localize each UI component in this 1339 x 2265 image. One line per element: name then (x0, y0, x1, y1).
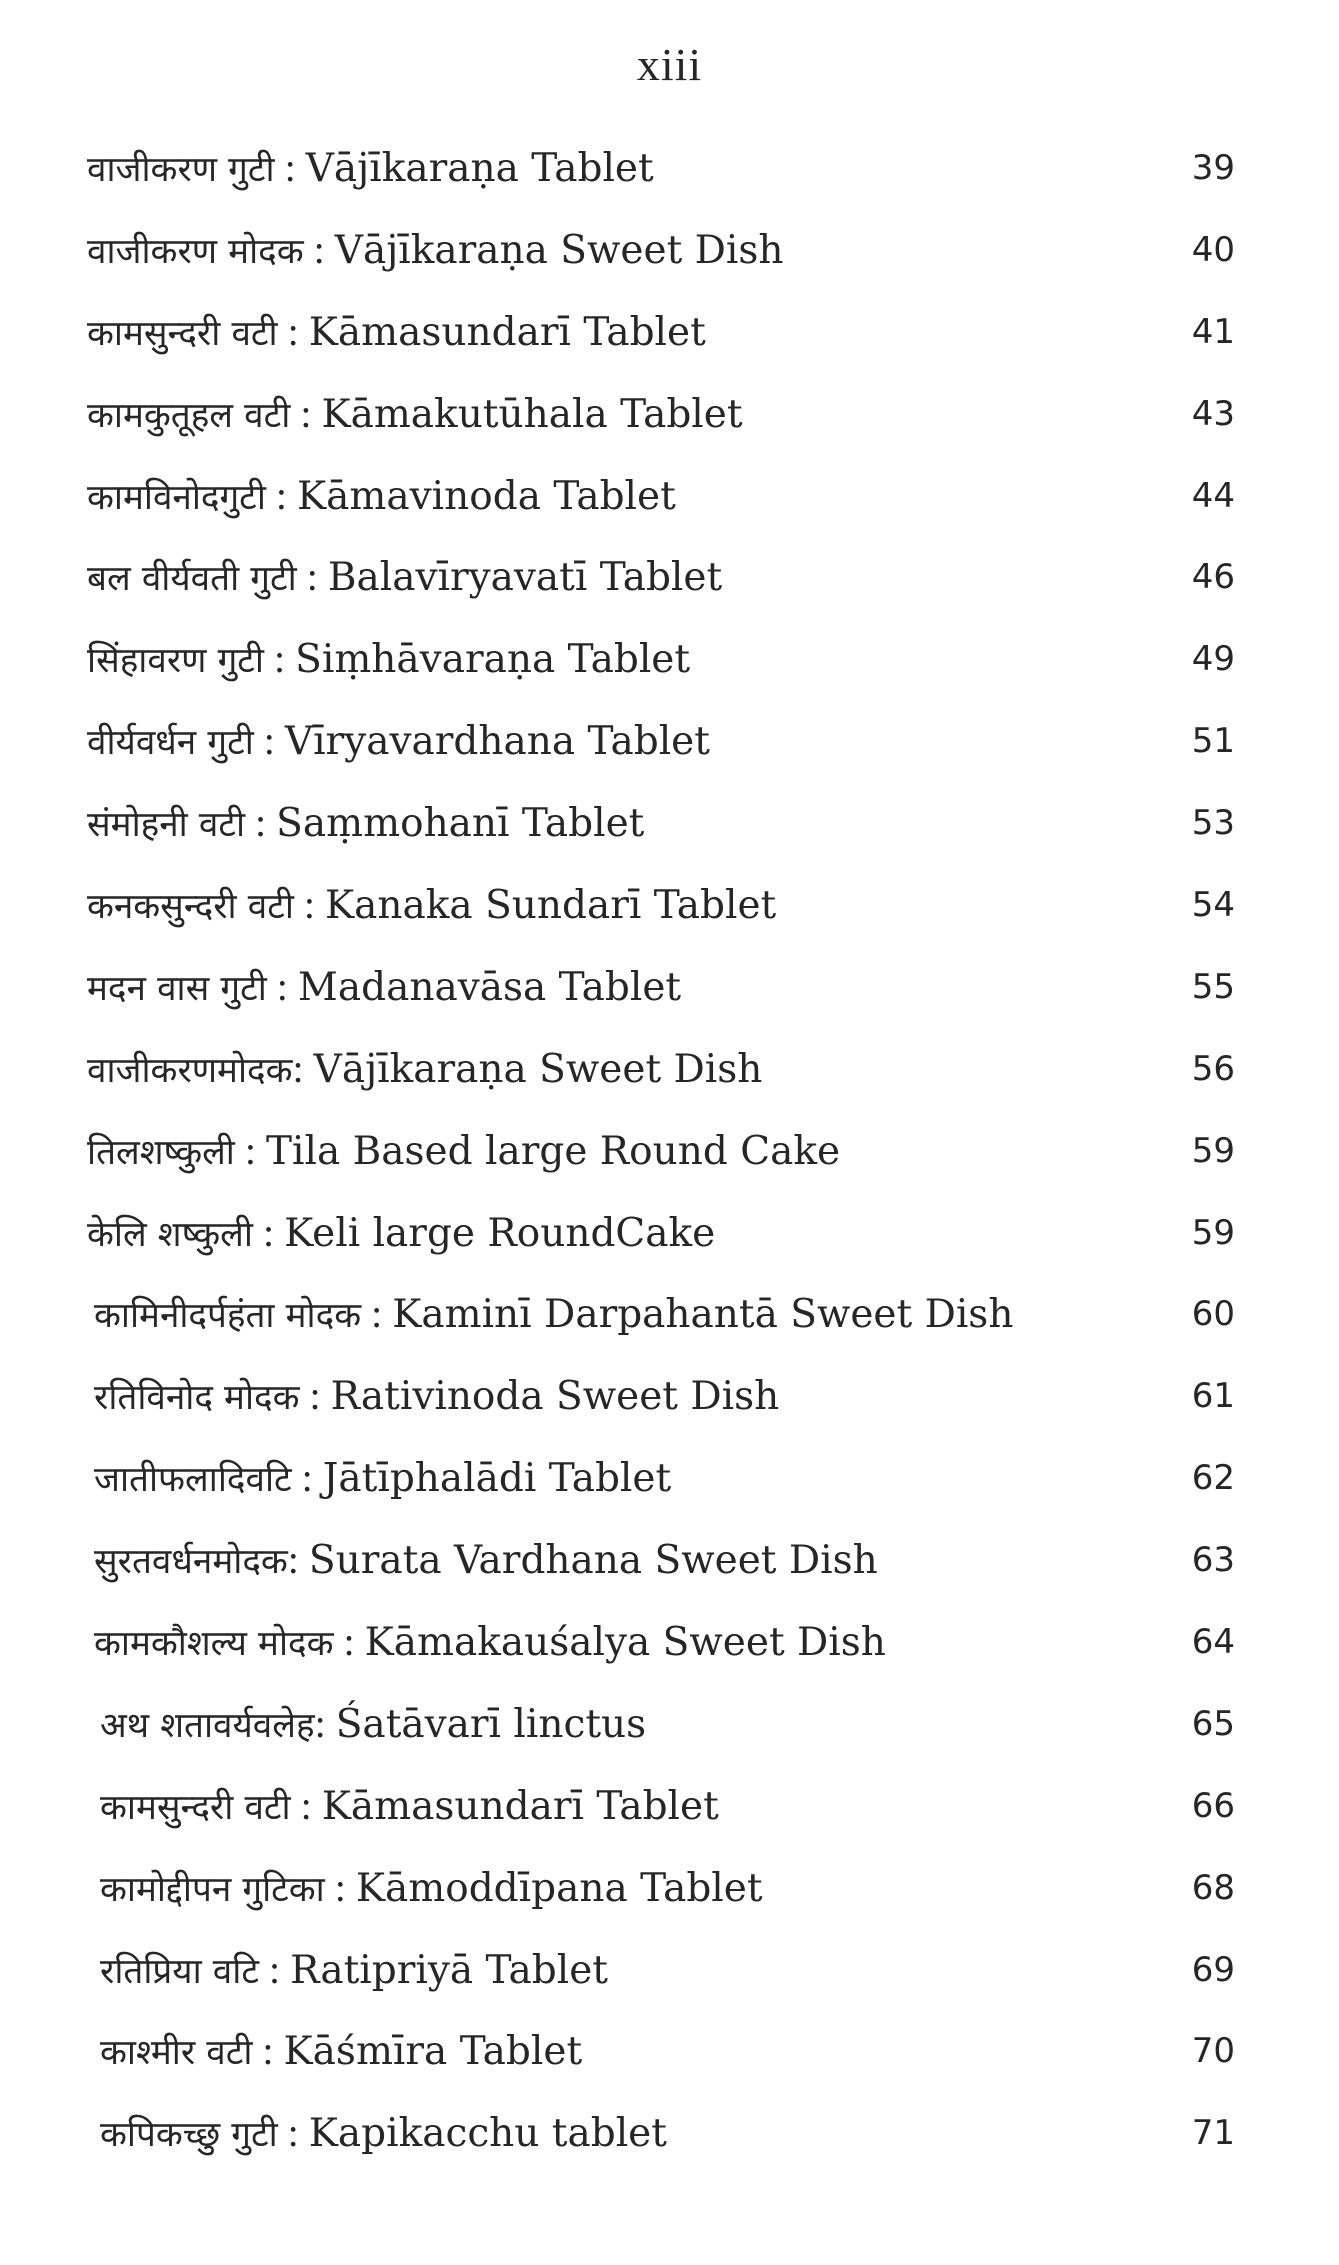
toc-entry (0, 1041, 1339, 1123)
toc-entry-page-number: 65 (1191, 1703, 1235, 1744)
toc-entry-page-number: 64 (1191, 1622, 1235, 1663)
toc-entry (0, 877, 1339, 959)
toc-entry-english-title: Śatāvarī linctus (335, 1701, 647, 1747)
toc-entry-hindi-title: जातीफलादिवटि (94, 1460, 292, 1501)
toc-entry-title (87, 386, 743, 444)
toc-entry-page-number: 60 (1191, 1294, 1235, 1335)
toc-entry-page-number: 53 (1191, 803, 1235, 844)
toc-entry-hindi-title: कामकुतूहल वटी (87, 395, 291, 436)
toc-entry-separator: : (252, 1209, 285, 1255)
toc-entry (0, 304, 1339, 386)
toc-entry-title (94, 1286, 1013, 1344)
toc-entry-title (94, 1614, 886, 1672)
toc-entry (0, 1778, 1339, 1860)
toc-entry-english-title: Vājīkaraṇa Sweet Dish (313, 1046, 763, 1092)
toc-entry-separator: : (277, 2110, 309, 2156)
page-number: xiii (636, 39, 703, 90)
toc-entry-english-title: Kāśmīra Tablet (283, 2029, 583, 2075)
toc-entry-hindi-title: रतिविनोद मोदक (94, 1378, 300, 1419)
toc-entry (0, 468, 1339, 550)
toc-entry-title (94, 1368, 779, 1426)
toc-entry-separator: : (265, 472, 298, 518)
toc-entry (0, 713, 1339, 795)
toc-entry-page-number: 39 (1191, 148, 1235, 188)
toc-entry-english-title: Ratipriyā Tablet (290, 1947, 608, 1993)
toc-entry (0, 549, 1339, 631)
toc-entry-english-title: Kāmakutūhala Tablet (321, 391, 743, 437)
toc-entry (0, 1286, 1339, 1368)
toc-entry-hindi-title: कनकसुन्दरी वटी (87, 887, 294, 928)
toc-entry-separator: : (299, 1373, 331, 1419)
toc-entry-title (94, 1450, 671, 1508)
toc-entry-separator: : (314, 1700, 336, 1746)
toc-entry-page-number: 59 (1191, 1212, 1235, 1253)
toc-entry-page-number: 49 (1191, 639, 1235, 680)
toc-entry (0, 1696, 1339, 1778)
toc-entry-separator: : (324, 1864, 356, 1910)
toc-entry-separator: : (293, 882, 326, 928)
toc-entry (0, 140, 1339, 222)
toc-entry-english-title: Madanavāsa Tablet (297, 964, 682, 1010)
toc-entry-english-title: Saṃmohanī Tablet (276, 801, 645, 847)
toc-entry-separator: : (266, 963, 298, 1009)
toc-entry-hindi-title: कामोद्दीपन गुटिका (100, 1869, 325, 1910)
toc-entry-hindi-title: वाजीकरण मोदक (87, 231, 304, 272)
toc-entry-separator: : (253, 718, 285, 764)
toc-entry-title (87, 959, 681, 1017)
toc-entry-title (100, 2105, 667, 2163)
toc-entry-separator: : (333, 1619, 365, 1665)
toc-entry-title (87, 877, 776, 935)
toc-entry-hindi-title: केलि शष्कुली (87, 1214, 253, 1255)
toc-entry-hindi-title: अथ शतावर्यवलेह (100, 1705, 315, 1746)
toc-entry-page-number: 51 (1191, 721, 1235, 762)
toc-entry (0, 1205, 1339, 1287)
toc-entry (0, 1614, 1339, 1696)
toc-entry-english-title: Kaminī Darpahantā Sweet Dish (392, 1292, 1014, 1338)
toc-entry-hindi-title: बल वीर्यवती गुटी (87, 559, 297, 600)
toc-entry-hindi-title: वाजीकरणमोदक (87, 1050, 293, 1091)
toc-entry (0, 2105, 1339, 2187)
toc-entry-separator: : (274, 145, 306, 190)
toc-entry-english-title: Kāmoddīpana Tablet (355, 1865, 763, 1911)
toc-entry-english-title: Kāmakauśalya Sweet Dish (364, 1620, 886, 1666)
toc-entry-hindi-title: कपिकच्छु गुटी (100, 2115, 278, 2156)
toc-entry-separator: : (258, 1946, 291, 1992)
toc-entry-page-number: 44 (1191, 475, 1235, 516)
toc-entry-title (87, 1041, 762, 1099)
toc-entry-separator: : (292, 1045, 314, 1091)
toc-entry-english-title: Vājīkaraṇa Tablet (305, 146, 654, 191)
toc-entry-english-title: Vīryavardhana Tablet (284, 719, 710, 765)
toc-entry-hindi-title: वाजीकरण गुटी (87, 150, 275, 190)
toc-entry (0, 1860, 1339, 1942)
toc-entry (0, 795, 1339, 877)
toc-entry-english-title: Kāmasundarī Tablet (321, 1783, 719, 1829)
toc-entry-hindi-title: वीर्यवर्धन गुटी (87, 723, 254, 764)
toc-entry-hindi-title: कामसुन्दरी वटी (87, 313, 278, 354)
toc-entry-title (87, 140, 654, 198)
toc-entry-hindi-title: सिंहावरण गुटी (87, 641, 264, 682)
toc-entry-english-title: Tila Based large Round Cake (266, 1128, 841, 1174)
toc-entry-title (87, 1205, 715, 1263)
toc-entry-page-number: 62 (1191, 1458, 1235, 1499)
toc-entry-english-title: Kapikacchu tablet (308, 2111, 667, 2157)
toc-entry (0, 222, 1339, 304)
toc-entry (0, 1368, 1339, 1450)
toc-entry-page-number: 41 (1191, 311, 1235, 352)
toc-entry (0, 1450, 1339, 1532)
toc-entry-page-number: 66 (1191, 1785, 1235, 1826)
toc-entry-separator: : (303, 226, 335, 272)
toc-entry-page-number: 59 (1191, 1130, 1235, 1171)
toc-entry-page-number: 43 (1191, 393, 1235, 434)
toc-entry (0, 386, 1339, 468)
toc-entry-english-title: Kāmasundarī Tablet (308, 309, 706, 355)
toc-entry-title (94, 1532, 878, 1590)
toc-entry (0, 1123, 1339, 1205)
toc-entry (0, 2023, 1339, 2105)
toc-entry-hindi-title: काश्मीर वटी (100, 2033, 253, 2074)
toc-entry-page-number: 54 (1191, 885, 1235, 926)
toc-entry-hindi-title: मदन वास गुटी (87, 968, 267, 1009)
toc-entry-page-number: 55 (1191, 966, 1235, 1007)
toc-entry-title (87, 631, 690, 689)
toc-entry (0, 631, 1339, 713)
toc-entry-title (100, 1696, 646, 1754)
toc-entry-english-title: Jātīphalādi Tablet (322, 1456, 672, 1502)
toc-entry-title (87, 468, 676, 526)
toc-entry-page-number: 68 (1191, 1867, 1235, 1908)
toc-entry-hindi-title: सुरतवर्धनमोदक (94, 1542, 288, 1583)
toc-entry-title (87, 549, 722, 607)
toc-entry-separator: : (264, 636, 296, 682)
toc-entry-hindi-title: कामिनीदर्पहंता मोदक (94, 1296, 362, 1337)
toc-entry-title (87, 713, 710, 771)
toc-entry-english-title: Siṃhāvaraṇa Tablet (295, 637, 691, 683)
toc-entry-hindi-title: तिलशष्कुली (87, 1132, 235, 1173)
toc-entry-title (87, 304, 706, 362)
toc-entry-title (87, 795, 644, 853)
toc-entry-separator: : (290, 1782, 322, 1828)
toc-entry-hindi-title: कामसुन्दरी वटी (100, 1787, 291, 1828)
toc-entry (0, 1942, 1339, 2024)
toc-entry-title (100, 1860, 763, 1918)
toc-entry-separator: : (287, 1537, 309, 1583)
toc-entry-english-title: Kanaka Sundarī Tablet (325, 883, 777, 929)
table-of-contents (0, 140, 1339, 2187)
toc-entry-hindi-title: संमोहनी वटी (87, 805, 246, 846)
toc-entry-page-number: 40 (1191, 229, 1235, 270)
toc-entry-page-number: 71 (1191, 2113, 1235, 2154)
toc-entry-page-number: 63 (1191, 1540, 1235, 1581)
toc-entry-title (100, 2023, 582, 2081)
toc-entry-english-title: Balavīryavatī Tablet (327, 555, 723, 601)
toc-entry-page-number: 46 (1191, 557, 1235, 598)
toc-entry-page-number: 61 (1191, 1376, 1235, 1417)
toc-entry-title (100, 1942, 608, 2000)
toc-entry-separator: : (234, 1127, 267, 1173)
toc-entry-hindi-title: कामविनोदगुटी (87, 477, 266, 518)
toc-entry (0, 959, 1339, 1041)
toc-entry-english-title: Keli large RoundCake (284, 1210, 716, 1256)
toc-entry-separator: : (277, 308, 309, 354)
toc-entry-separator: : (291, 1455, 323, 1501)
toc-entry (0, 1532, 1339, 1614)
toc-entry-english-title: Rativinoda Sweet Dish (330, 1374, 780, 1420)
toc-entry-english-title: Surata Vardhana Sweet Dish (308, 1538, 878, 1584)
toc-entry-english-title: Vājīkaraṇa Sweet Dish (334, 227, 784, 273)
toc-entry-page-number: 56 (1191, 1048, 1235, 1089)
toc-entry-separator: : (245, 800, 277, 846)
toc-entry-hindi-title: कामकौशल्य मोदक (94, 1624, 334, 1665)
toc-entry-title (100, 1778, 719, 1836)
toc-entry-separator: : (296, 554, 328, 600)
toc-entry-english-title: Kāmavinoda Tablet (297, 473, 676, 519)
toc-entry-hindi-title: रतिप्रिया वटि (100, 1951, 259, 1992)
toc-entry-separator: : (290, 390, 322, 436)
toc-entry-page-number: 70 (1191, 2031, 1235, 2072)
toc-entry-title (87, 222, 784, 280)
toc-entry-page-number: 69 (1191, 1949, 1235, 1990)
toc-entry-title (87, 1123, 840, 1181)
toc-entry-separator: : (252, 2028, 284, 2074)
toc-entry-separator: : (361, 1291, 393, 1337)
